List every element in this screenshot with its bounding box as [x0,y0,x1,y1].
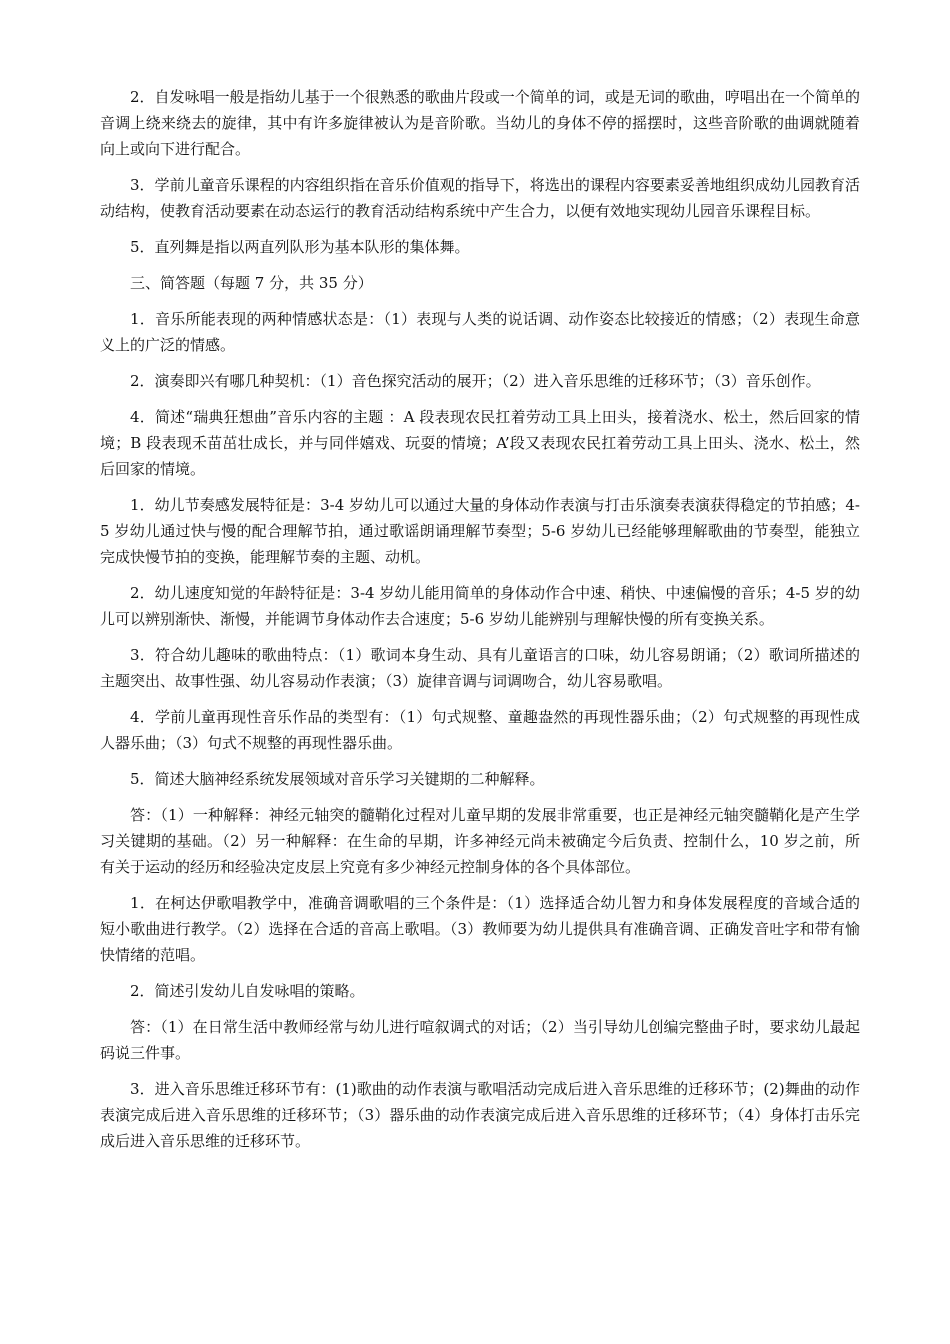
paragraph-7: 1．幼儿节奏感发展特征是：3-4 岁幼儿可以通过大量的身体动作表演与打击乐演奏表演获得稳定的节拍感；4-5 岁幼儿通过快与慢的配合理解节拍，通过歌谣朗诵理解节奏型；5-6 岁幼儿已经能够理解歌曲的节奏型，能独立完成快慢节拍的变换，能理解节奏的主题、动机。 [100,496,860,566]
paragraph-8: 2．幼儿速度知觉的年龄特征是：3-4 岁幼儿能用简单的身体动作合中速、稍快、中速偏慢的音乐；4-5 岁的幼儿可以辨别渐快、渐慢，并能调节身体动作去合速度；5-6 岁幼儿能辨别与理解快慢的所有变换关系。 [100,584,860,628]
paragraph-11: 5．简述大脑神经系统发展领域对音乐学习关键期的二种解释。 [130,770,545,788]
paragraph-4: 1．音乐所能表现的两种情感状态是：（1）表现与人类的说话调、动作姿态比较接近的情感；（2）表现生命意义上的广泛的情感。 [100,310,860,354]
paragraph-16: 3．进入音乐思维迁移环节有：(1)歌曲的动作表演与歌唱活动完成后进入音乐思维的迁移环节；(2)舞曲的动作表演完成后进入音乐思维的迁移环节；（3）器乐曲的动作表演完成后进入音乐思维的迁移环节；（4）身体打击乐完成后进入音乐思维的迁移环节。 [100,1080,860,1150]
paragraph-3: 5．直列舞是指以两直列队形为基本队形的集体舞。 [130,238,470,256]
paragraph-6: 4．简述“瑞典狂想曲”音乐内容的主题 ：A 段表现农民扛着劳动工具上田头，接着浇水、松土，然后回家的情境；B 段表现禾苗茁壮成长，并与同伴嬉戏、玩耍的情境；A’段又表现农民扛着劳动工具上田头、浇水、松土，然后回家的情境。 [100,408,860,478]
paragraph-15: 答：（1）在日常生活中教师经常与幼儿进行喧叙调式的对话；（2）当引导幼儿创编完整曲子时，要求幼儿最起码说三件事。 [100,1018,860,1062]
paragraph-13: 1．在柯达伊歌唱教学中，准确音调歌唱的三个条件是：（1）选择适合幼儿智力和身体发展程度的音域合适的短小歌曲进行教学。（2）选择在合适的音高上歌唱。（3）教师要为幼儿提供具有准确音调、正确发音吐字和带有愉快情绪的范唱。 [100,894,860,964]
section-heading: 三、简答题（每题 7 分，共 35 分） [130,274,373,292]
paragraph-9: 3．符合幼儿趣味的歌曲特点：（1）歌词本身生动、具有儿童语言的口味，幼儿容易朗诵；（2）歌词所描述的主题突出、故事性强、幼儿容易动作表演；（3）旋律音调与词调吻合，幼儿容易歌唱。 [100,646,860,690]
paragraph-2: 3．学前儿童音乐课程的内容组织指在音乐价值观的指导下，将选出的课程内容要素妥善地组织成幼儿园教育活动结构，使教育活动要素在动态运行的教育活动结构系统中产生合力，以便有效地实现幼儿园音乐课程目标。 [100,176,860,220]
paragraph-5: 2．演奏即兴有哪几种契机：（1）音色探究活动的展开；（2）进入音乐思维的迁移环节；（3）音乐创作。 [130,372,821,390]
paragraph-14: 2．简述引发幼儿自发咏唱的策略。 [130,982,365,1000]
paragraph-1: 2．自发咏唱一般是指幼儿基于一个很熟悉的歌曲片段或一个简单的词，或是无词的歌曲，哼唱出在一个简单的音调上绕来绕去的旋律，其中有许多旋律被认为是音阶歌。当幼儿的身体不停的摇摆时，这些音阶歌的曲调就随着向上或向下进行配合。 [100,88,860,158]
paragraph-12: 答：（1）一种解释：神经元轴突的髓鞘化过程对儿童早期的发展非常重要，也正是神经元轴突髓鞘化是产生学习关键期的基础。（2）另一种解释：在生命的早期，许多神经元尚未被确定今后负责、控制什么，10 岁之前，所有关于运动的经历和经验决定皮层上究竟有多少神经元控制身体的各个具体部位。 [100,806,860,876]
document-body [100,84,860,1164]
paragraph-10: 4．学前儿童再现性音乐作品的类型有：（1）句式规整、童趣盎然的再现性器乐曲；（2）句式规整的再现性成人器乐曲；（3）句式不规整的再现性器乐曲。 [100,708,860,752]
